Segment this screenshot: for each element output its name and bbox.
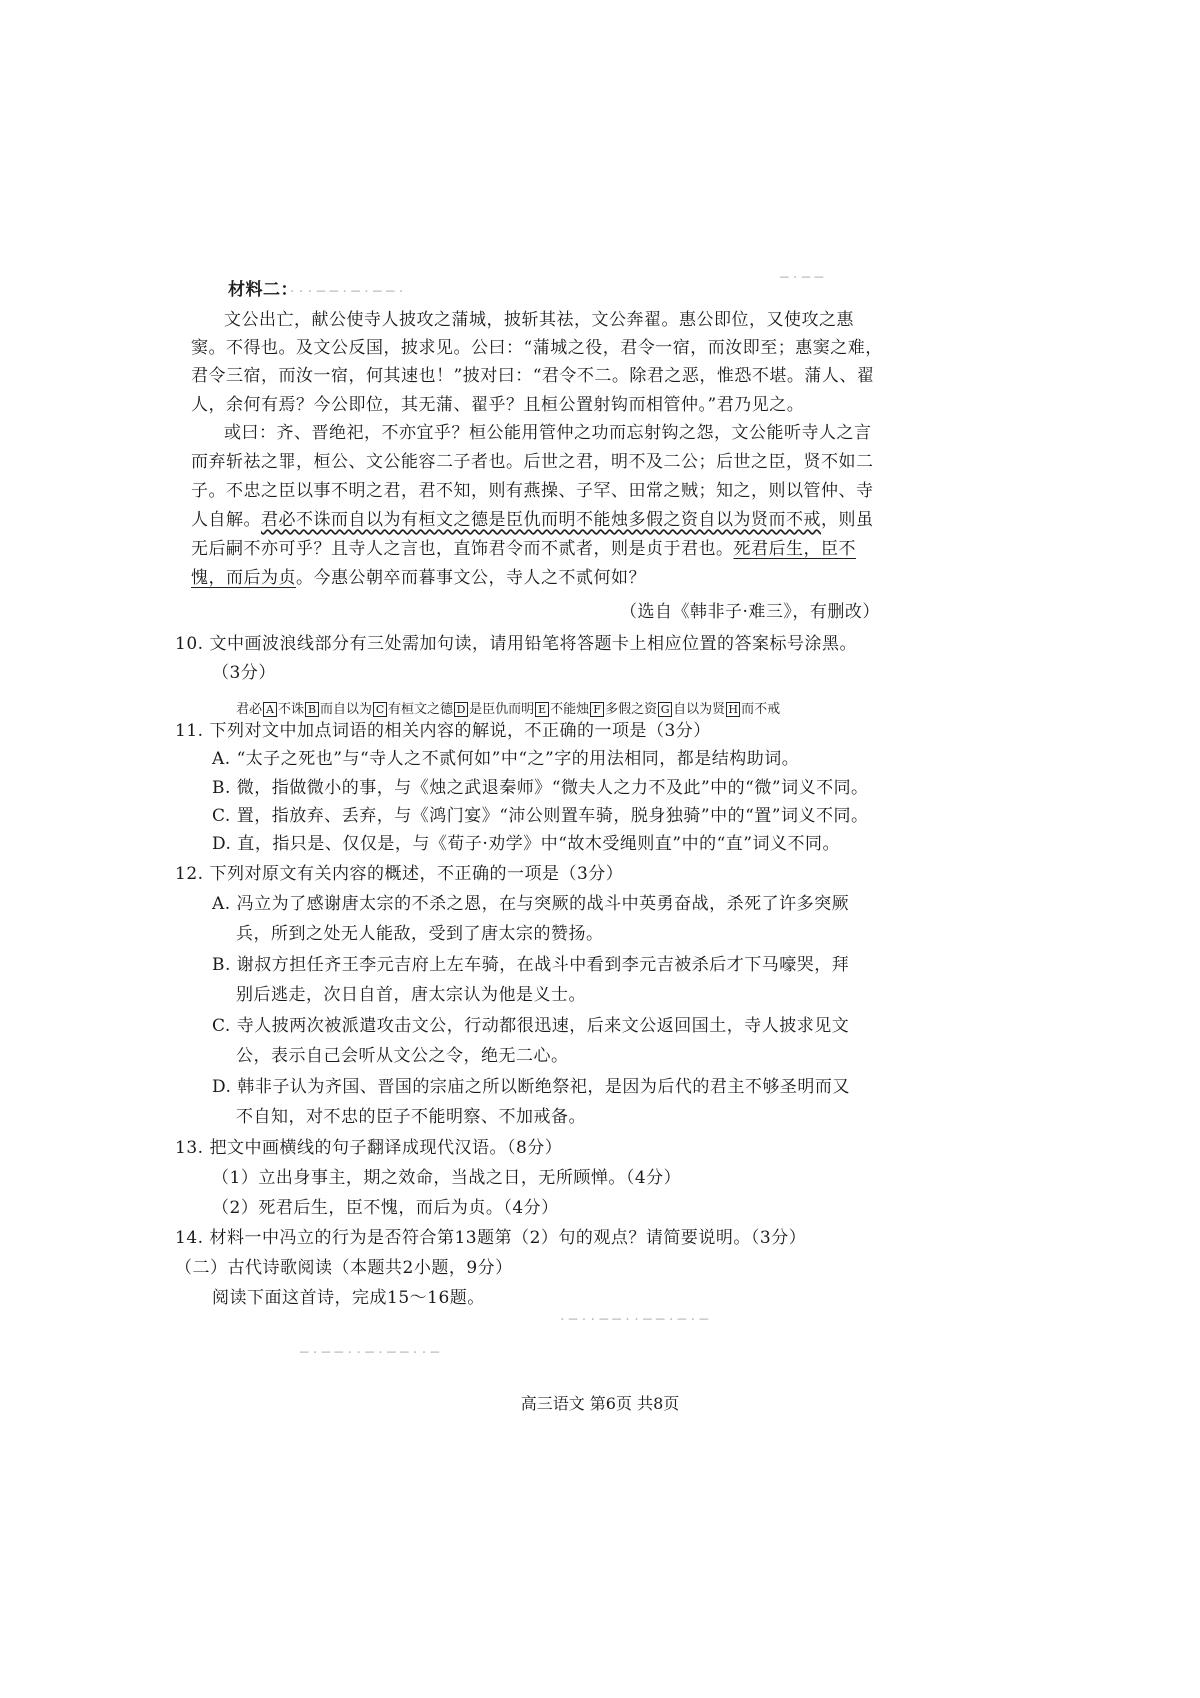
punctuation-options	[236, 698, 780, 717]
text-line	[191, 512, 874, 529]
text-fragment: 无后嗣不亦可乎？且寺人之言也，直饰君令而不贰者，则是贞于君也。	[191, 539, 734, 559]
option-a-cont: 兵，所到之处无人能敌，受到了唐太宗的赞扬。	[236, 924, 604, 944]
option-c: C. 置，指放弃、丢弃，与《鸿门宴》“沛公则置车骑，脱身独骑”中的“置”词义不同。	[212, 806, 869, 826]
option-box-d: D	[454, 702, 468, 717]
bleed-through-noise: ─ · ─ ─	[780, 270, 824, 286]
option-d: D. 韩非子认为齐国、晋国的宗庙之所以断绝祭祀，是因为后代的君主不够圣明而又	[212, 1077, 850, 1097]
question-10: 10. 文中画波浪线部分有三处需加句读，请用铅笔将答题卡上相应位置的答案标号涂黑。	[175, 634, 857, 654]
option-box-h: H	[726, 702, 740, 717]
question-11: 11. 下列对文中加点词语的相关内容的解说，不正确的一项是（3分）	[175, 721, 711, 741]
text-fragment: 人自解。	[191, 510, 261, 530]
option-c-cont: 公，表示自己会听从文公之令，绝无二心。	[236, 1046, 569, 1066]
option-box-f: F	[590, 702, 604, 717]
option-box-e: E	[535, 702, 549, 717]
option-text: 多假之资	[605, 702, 658, 717]
options-prefix: 君必	[236, 702, 263, 717]
option-text: 而不戒	[741, 702, 781, 717]
option-b-cont: 别后逃走，次日自首，唐太宗认为他是义士。	[236, 985, 586, 1005]
option-d: D. 直，指只是、仅仅是，与《荀子·劝学》中“故木受绳则直”中的“直”词义不同。	[212, 834, 840, 854]
text-line	[191, 570, 646, 587]
material-heading: 材料二：	[228, 280, 298, 300]
text-line: 人，余何有焉？今公即位，其无蒲、翟乎？且桓公置射钩而相管仲。”君乃见之。	[191, 395, 805, 415]
source-citation: （选自《韩非子·难三》，有删改）	[620, 602, 880, 622]
option-a: A. “太子之死也”与“寺人之不贰何如”中“之”字的用法相同，都是结构助词。	[212, 749, 800, 769]
option-box-c: C	[373, 702, 387, 717]
option-a: A. 冯立为了感谢唐太宗的不杀之恩，在与突厥的战斗中英勇奋战，杀死了许多突厥	[212, 894, 850, 914]
question-14: 14. 材料一中冯立的行为是否符合第13题第（2）句的观点？请简要说明。（3分）	[175, 1228, 807, 1248]
option-b: B. 微，指做微小的事，与《烛之武退秦师》“微夫人之力不及此”中的“微”词义不同。	[212, 778, 869, 798]
option-d-cont: 不自知，对不忠的臣子不能明察、不加戒备。	[236, 1107, 586, 1127]
option-c: C. 寺人披两次被派遣攻击文公，行动都很迅速，后来文公返回国土，寺人披求见文	[212, 1016, 850, 1036]
text-line: 文公出亡，献公使寺人披攻之蒲城，披斩其祛，文公奔翟。惠公即位，又使攻之惠	[224, 310, 854, 330]
text-fragment: 。今惠公朝卒而暮事文公，寺人之不贰何如？	[296, 568, 646, 588]
option-b: B. 谢叔方担任齐王李元吉府上左车骑，在战斗中看到李元吉被杀后才下马嚎哭，拜	[212, 955, 850, 975]
sentence-1: （1）立出身事主，期之效命，当战之日，无所顾惮。（4分）	[212, 1168, 682, 1188]
page-footer: 高三语文 第6页 共8页	[520, 1394, 680, 1413]
option-text: 不诛	[278, 702, 305, 717]
text-line: 或曰：齐、晋绝祀，不亦宜乎？桓公能用管仲之功而忘射钩之怨，文公能听寺人之言	[224, 423, 872, 443]
option-text: 自以为贤	[673, 702, 726, 717]
option-box-g: G	[658, 702, 672, 717]
sentence-2: （2）死君后生，臣不愧，而后为贞。（4分）	[212, 1198, 559, 1218]
option-box-b: B	[305, 702, 319, 717]
text-line: 而弃斩祛之罪，桓公、文公能容二子者也。后世之君，明不及二公；后世之臣，贤不如二	[191, 452, 874, 472]
text-line	[191, 541, 856, 558]
option-text: 而自以为	[320, 702, 373, 717]
option-text: 不能烛	[550, 702, 590, 717]
option-box-a: A	[263, 702, 277, 717]
text-line: 君令三宿，而汝一宿，何其速也！”披对曰：“君令不二。除君之恶，惟恐不堪。蒲人、翟	[191, 366, 875, 386]
text-line: 窦。不得也。及文公反国，披求见。公曰：“蒲城之役，君令一宿，而汝即至；惠窦之难，	[191, 338, 883, 358]
question-13: 13. 把文中画横线的句子翻译成现代汉语。（8分）	[175, 1138, 563, 1158]
text-line: 子。不忠之臣以事不明之君，君不知，则有燕操、子罕、田常之贼；知之，则以管仲、寺	[191, 481, 874, 501]
bleed-through-noise: ─ · ─ ─ · · ─ · ─ ─ · · ─	[300, 1345, 440, 1361]
underlined-sentence: 死君后生，臣不	[733, 539, 856, 559]
bleed-through-noise: · ─ · · ─ ─ · · ─ ─ · ─ · ─	[560, 1312, 709, 1328]
section-title: （二）古代诗歌阅读（本题共2小题，9分）	[175, 1258, 513, 1278]
option-text: 是臣仇而明	[469, 702, 535, 717]
wavy-underlined-passage: 君必不诛而自以为有桓文之德是臣仇而明不能烛多假之资自以为贤而不戒	[261, 510, 821, 530]
question-12: 12. 下列对原文有关内容的概述，不正确的一项是（3分）	[175, 864, 624, 884]
text-fragment: ，则虽	[821, 510, 874, 530]
bleed-through-noise: · · · ─ ─ · ─ · ─ ─ ·	[290, 284, 404, 300]
option-text: 有桓文之德	[388, 702, 454, 717]
section-instruction: 阅读下面这首诗，完成15～16题。	[212, 1288, 485, 1308]
question-10-score: （3分）	[212, 663, 276, 683]
underlined-sentence: 愧，而后为贞	[191, 568, 296, 588]
